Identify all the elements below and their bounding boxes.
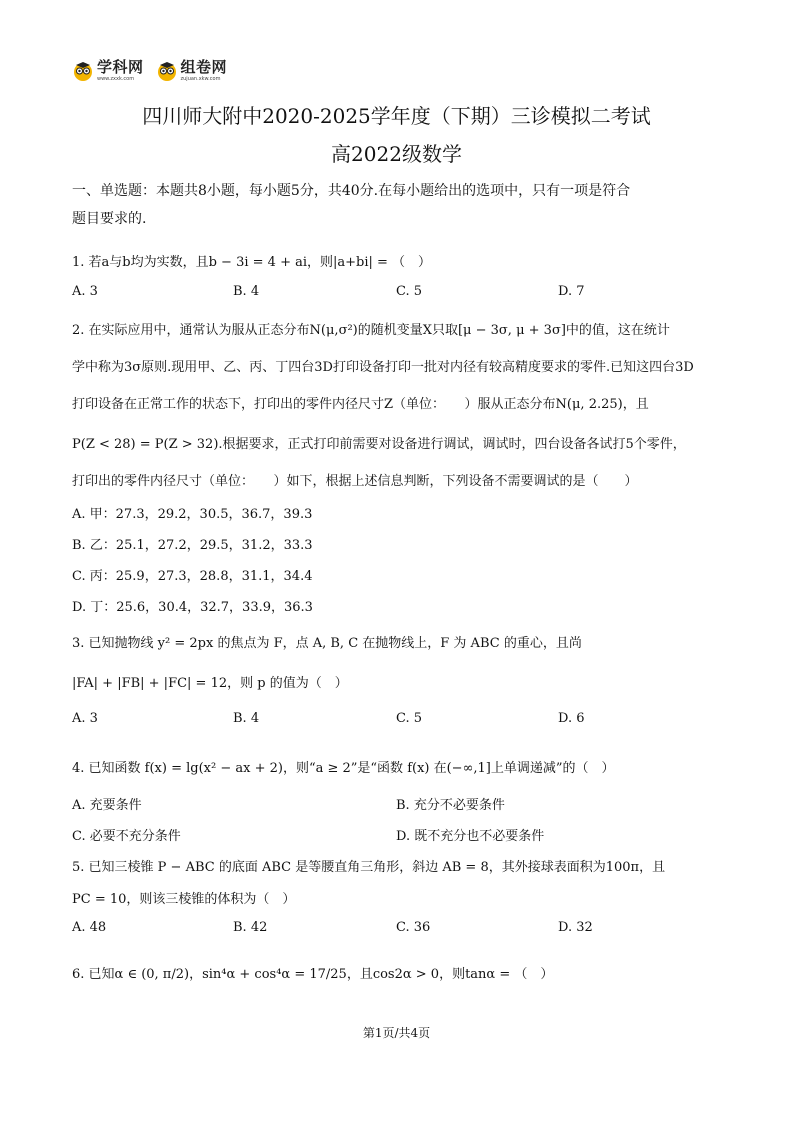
q5-line2: PC = 10，则该三棱锥的体积为（ ） [72,892,296,907]
q5-line1: 5. 已知三棱锥 P − ABC 的底面 ABC 是等腰直角三角形，斜边 AB = 8，其外接球表面积为100π，且 [72,860,666,875]
q2-option-c: C. 丙：25.9，27.3，28.8，31.1，34.4 [72,569,313,584]
logo-xuekewang [72,60,144,82]
logo-zujuanwang [156,60,228,82]
q1-option-a: A. 3 [72,284,98,299]
q5-option-c: C. 36 [396,920,431,935]
q6-stem: 6. 已知α ∈ (0, π/2)，sin⁴α + cos⁴α = 17/25，且cos2α > 0，则tanα = （ ） [72,967,554,982]
q5-option-b: B. 42 [233,920,268,935]
q4-stem: 4. 已知函数 f(x) = lg(x² − ax + 2)，则“a ≥ 2”是“函数 f(x) 在(−∞,1]上单调递减”的（ ） [72,761,615,776]
logo-name: 学科网 [97,58,144,76]
q4-option-a: A. 充要条件 [72,798,142,813]
q3-line1: 3. 已知抛物线 y² = 2px 的焦点为 F，点 A, B, C 在抛物线上，F 为 ABC 的重心，且尚 [72,636,582,651]
logo-url: zujuan.xkw.com [180,76,221,82]
logo-url: www.zxxk.com [97,76,135,82]
q2-line2: 学中称为3σ原则.现用甲、乙、丙、丁四台3D打印设备打印一批对内径有较高精度要求的零件.已知这四台3D [72,360,694,375]
q2-line4: P(Z < 28) = P(Z > 32).根据要求，正式打印前需要对设备进行调试，调试时，四台设备各试打5个零件， [72,437,686,452]
q1-option-d: D. 7 [558,284,585,299]
q3-option-c: C. 5 [396,711,423,726]
section-heading-line2: 题目要求的. [72,211,147,227]
q2-option-d: D. 丁：25.6，30.4，32.7，33.9，36.3 [72,600,313,615]
q2-line1: 2. 在实际应用中，通常认为服从正态分布N(μ,σ²)的随机变量X只取[μ − 3σ, μ + 3σ]中的值，这在统计 [72,323,670,338]
exam-subtitle: 高2022级数学 [331,142,462,166]
owl-logo-icon [72,60,94,82]
q2-line5: 打印出的零件内径尺寸（单位： ）如下，根据上述信息判断，下列设备不需要调试的是（ ） [72,474,638,489]
q2-line3: 打印设备在正常工作的状态下，打印出的零件内径尺寸Z（单位： ）服从正态分布N(μ, 2.25)，且 [72,397,649,412]
owl-logo-icon [156,60,178,82]
q3-option-a: A. 3 [72,711,98,726]
q3-option-b: B. 4 [233,711,260,726]
logo-bar [72,56,239,86]
exam-title: 四川师大附中2020-2025学年度（下期）三诊模拟二考试 [142,104,651,128]
q3-option-d: D. 6 [558,711,585,726]
logo-name: 组卷网 [180,58,228,76]
q5-option-a: A. 48 [72,920,107,935]
q5-option-d: D. 32 [558,920,593,935]
q2-option-a: A. 甲：27.3，29.2，30.5，36.7，39.3 [72,507,313,522]
q2-option-b: B. 乙：25.1，27.2，29.5，31.2，33.3 [72,538,313,553]
q4-option-c: C. 必要不充分条件 [72,829,181,844]
page-footer: 第1页/共4页 [362,1026,431,1040]
q4-option-b: B. 充分不必要条件 [396,798,505,813]
q1-option-c: C. 5 [396,284,423,299]
q4-option-d: D. 既不充分也不必要条件 [396,829,545,844]
q1-option-b: B. 4 [233,284,260,299]
q3-line2: |FA| + |FB| + |FC| = 12，则 p 的值为（ ） [72,676,348,691]
q1-stem: 1. 若a与b均为实数，且b − 3i = 4 + ai，则|a+bi| = （ ） [72,255,432,270]
section-heading-line1: 一、单选题：本题共8小题，每小题5分，共40分.在每小题给出的选项中，只有一项是符合 [72,183,631,199]
